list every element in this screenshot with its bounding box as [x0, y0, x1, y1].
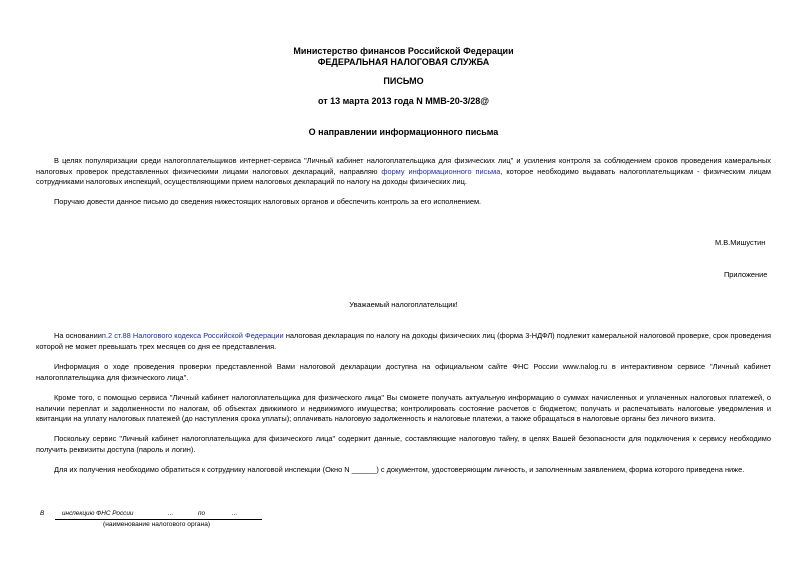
letter-paragraph-2: Информация о ходе проведения проверки представленной Вами налоговой декларации доступна на официальном сайте ФНС России www.nalog.ru в интерактивном сервисе "Личный кабинет налогоплательщика для физического лица". — [36, 362, 771, 382]
article-link[interactable]: п.2 ст.88 — [101, 331, 131, 340]
body-paragraph-1 — [36, 156, 771, 188]
signature: М.В.Мишустин — [715, 238, 766, 247]
appendix-label: Приложение — [724, 270, 768, 279]
letter-l1-text-b: налоговая декларация по налогу на доходы физических лиц (форма 3-НДФЛ) подлежит камеральной налоговой проверке, срок проведения которой не может превышать трех месяцев со дня ее представления. — [36, 331, 771, 351]
tax-code-link[interactable]: Налогового кодекса Российской Федерации — [132, 331, 284, 340]
doc-subject: О направлении информационного письма — [308, 127, 499, 137]
doc-type: ПИСЬМО — [383, 76, 424, 86]
doc-date-number: от 13 марта 2013 года N ММВ-20-3/28@ — [317, 96, 490, 106]
body-p1-text-b: , которое необходимо выдавать налогоплательщикам - физическим лицам сотрудниками налоговых инспекций, осуществляющими прием налоговых деклараций по налогу на доходы физических лиц. — [36, 166, 771, 186]
body-paragraph-2: Поручаю довести данное письмо до сведения нижестоящих налоговых органов и обеспечить контроль за его исполнением. — [54, 197, 482, 206]
ministry-title: Министерство финансов Российской Федерации — [293, 46, 514, 56]
form-caption: (наименование налогового органа) — [103, 521, 211, 528]
letter-l1-text-a: На основании — [54, 331, 102, 340]
salutation: Уважаемый налогоплательщик! — [349, 300, 458, 309]
form-link[interactable]: форму информационного письма — [381, 166, 501, 176]
letter-paragraph-5: Для их получения необходимо обратиться к сотруднику налоговой инспекции (Окно N ______) с документом, удостоверяющим личность, и заполненным заявлением, форма которого приведена ниже. — [54, 465, 745, 474]
form-underline — [55, 519, 262, 520]
body-p1-text-a: В целях популяризации среди налогоплательщиков интернет-сервиса "Личный кабинет налогоплательщика для физических лиц" и усиления контроля за соблюдением сроков проведения камеральных налоговых проверок представленных физическими лицами налоговых деклараций, направляю — [36, 156, 771, 176]
letter-paragraph-1 — [36, 331, 771, 352]
letter-paragraph-4: Поскольку сервис "Личный кабинет налогоплательщика для физического лица" содержит данные, составляющие налоговую тайну, в целях Вашей безопасности для подключения к сервису необходимо получить реквизиты доступа (пароль и логин). — [36, 434, 771, 454]
form-dots-2: ... — [232, 510, 238, 517]
form-dots-1: ... — [168, 510, 174, 517]
form-po: по — [198, 510, 206, 517]
letter-paragraph-3: Кроме того, с помощью сервиса "Личный кабинет налогоплательщика для физического лица" Вы сможете получать актуальную информацию о суммах начисленных и уплаченных налоговых платежей, о наличии переплат и задолженности по налогам, об объектах движимого и недвижимого имущества; контролировать состояние расчетов с бюджетом; получать и распечатывать налоговые уведомления и квитанции на уплату налоговых платежей (до наступления срока уплаты); оплачивать налоговую задолженность и налоговые платежи, а также обращаться в налоговые органы без личного визита. — [36, 393, 771, 423]
form-line-text: инспекцию ФНС России — [62, 510, 134, 517]
form-prefix: В — [40, 510, 45, 517]
service-title: ФЕДЕРАЛЬНАЯ НАЛОГОВАЯ СЛУЖБА — [317, 57, 490, 67]
